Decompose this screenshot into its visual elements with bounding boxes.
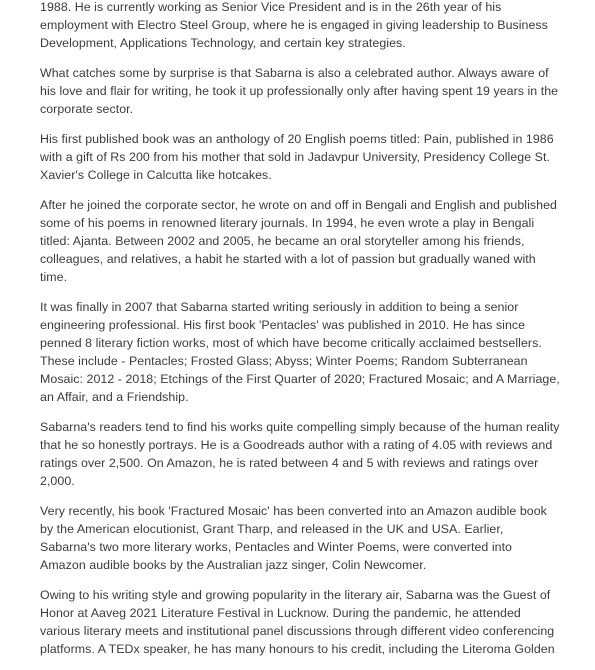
paragraph-audible-books: Very recently, his book 'Fractured Mosaic' has been converted into an Amazon audible book by the American elocutionist, Grant Tharp, and released in the UK and USA. Earlier, Sabarna's two more literary works, Pentacles and Winter Poems, were converted into Amazon audible books by the Australian jazz singer, Colin Newcomer.: [40, 504, 547, 572]
paragraph-career: 1988. He is currently working as Senior Vice President and is in the 26th year of his employment with Electro Steel Group, where he is engaged in giving leadership to Business Development, Applications Technology, and certain key strategies.: [40, 0, 548, 50]
article-body: [40, 0, 560, 670]
paragraph-readers-ratings: Sabarna's readers tend to find his works quite compelling simply because of the human reality that he so honestly portrays. He is a Goodreads author with a rating of 4.05 with reviews and ratings over 2,500. On Amazon, he is rated between 4 and 5 with reviews and ratings over 2,000.: [40, 420, 560, 488]
paragraph-literary-works: It was finally in 2007 that Sabarna started writing seriously in addition to being a senior engineering professional. His first book 'Pentacles' was published in 2010. He has since penned 8 literary fiction works, most of which have become critically acclaimed bestsellers. These include - Pentacles; Frosted Glass; Abyss; Winter Poems; Random Subterranean Mosaic: 2012 - 2018; Etchings of the First Quarter of 2020; Fractured Mosaic; and A Marriage, an Affair, and a Friendship.: [40, 300, 560, 404]
paragraph-honours: Owing to his writing style and growing popularity in the literary air, Sabarna was the Guest of Honor at Aaveg 2021 Literature Festival in Lucknow. During the pandemic, he attended various literary meets and institutional panel discussions through different video conferencing platforms. A TEDx speaker, he has many honours to his credit, including the Literoma Golden: [40, 588, 555, 656]
paragraph-corporate-writing: After he joined the corporate sector, he wrote on and off in Bengali and English and published some of his poems in renowned literary journals. In 1994, he even wrote a play in Bengali titled: Ajanta. Between 2002 and 2005, he became an oral storyteller among his friends, colleagues, and relatives, a habit he started with a lot of passion but gradually waned with time.: [40, 198, 557, 284]
paragraph-author-intro: What catches some by surprise is that Sabarna is also a celebrated author. Always aware of his love and flair for writing, he took it up professionally only after having spent 19 years in the corporate sector.: [40, 66, 559, 116]
paragraph-first-book: His first published book was an anthology of 20 English poems titled: Pain, published in 1986 with a gift of Rs 200 from his mother that sold in Jadavpur University, Presidency College St. Xavier's College in Calcutta like hotcakes.: [40, 132, 554, 182]
